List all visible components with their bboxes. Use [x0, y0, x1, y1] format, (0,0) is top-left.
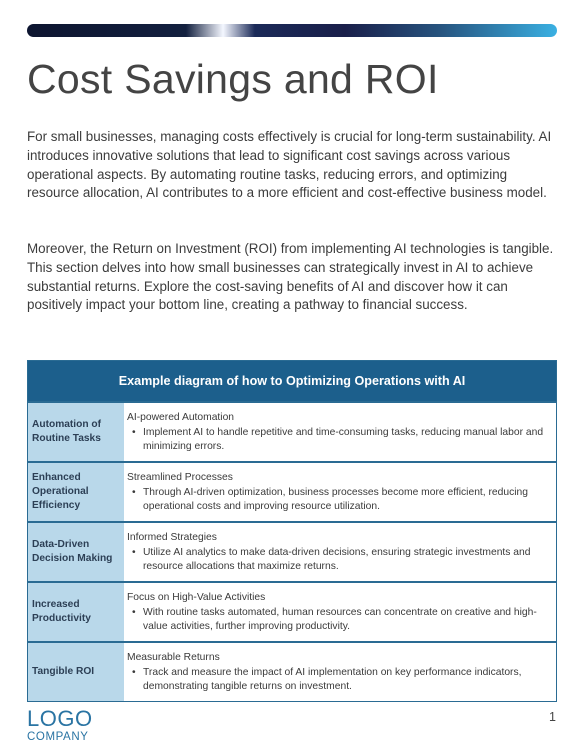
- row-bullet-text: Track and measure the impact of AI implementation on key performance indicators, demonstrating tangible returns on investment.: [143, 666, 522, 693]
- table-row: [28, 461, 556, 521]
- row-content: [124, 523, 556, 581]
- row-bullet-text: Utilize AI analytics to make data-driven decisions, ensuring strategic investments and resource allocations that maximize returns.: [143, 546, 531, 573]
- row-bullet: [127, 486, 546, 515]
- row-content: [124, 643, 556, 701]
- row-bullet-text: Implement AI to handle repetitive and time-consuming tasks, reducing manual labor and minimizing errors.: [143, 426, 544, 453]
- table-row: [28, 521, 556, 581]
- row-content: [124, 463, 556, 521]
- bullet-icon: •: [132, 426, 136, 438]
- row-bullet-text: With routine tasks automated, human resources can concentrate on creative and high-value activities, further improving productivity.: [143, 606, 537, 633]
- row-content: [124, 403, 556, 461]
- row-label: Increased Productivity: [28, 583, 124, 641]
- row-subtitle: AI-powered Automation: [127, 412, 235, 423]
- table-row: [28, 641, 556, 701]
- table-header: Example diagram of how to Optimizing Operations with AI: [28, 361, 556, 401]
- bullet-icon: •: [132, 546, 136, 558]
- row-label: Enhanced Operational Efficiency: [28, 463, 124, 521]
- row-bullet: [127, 606, 546, 635]
- intro-paragraph: For small businesses, managing costs effectively is crucial for long-term sustainability. AI introduces innovative solutions that lead to significant cost savings across various operational aspects. By automating routine tasks, reducing errors, and optimizing resource allocation, AI contributes to a more efficient and cost-effective business model.: [27, 129, 552, 201]
- bullet-icon: •: [132, 606, 136, 618]
- row-bullet-text: Through AI-driven optimization, business processes become more efficient, reducing operational costs and improving resource utilization.: [143, 486, 528, 513]
- page-number: 1: [549, 710, 556, 724]
- row-subtitle: Measurable Returns: [127, 652, 220, 663]
- table-row: [28, 401, 556, 461]
- logo-text: LOGO: [27, 706, 93, 731]
- row-bullet: [127, 666, 546, 695]
- row-content: [124, 583, 556, 641]
- page-title: Cost Savings and ROI: [27, 56, 439, 102]
- row-label: Data-Driven Decision Making: [28, 523, 124, 581]
- table-row: [28, 581, 556, 641]
- operations-table: [27, 360, 557, 702]
- row-bullet: [127, 426, 546, 455]
- company-logo: [27, 708, 93, 744]
- row-subtitle: Focus on High-Value Activities: [127, 592, 266, 603]
- logo-subtext: COMPANY: [27, 731, 89, 743]
- row-subtitle: Streamlined Processes: [127, 472, 233, 483]
- decorative-gradient-bar: [27, 24, 557, 37]
- bullet-icon: •: [132, 486, 136, 498]
- row-subtitle: Informed Strategies: [127, 532, 217, 543]
- row-bullet: [127, 546, 546, 575]
- bullet-icon: •: [132, 666, 136, 678]
- roi-paragraph: Moreover, the Return on Investment (ROI) from implementing AI technologies is tangible. This section delves into how small businesses can strategically invest in AI to achieve substantial returns. Explore the cost-saving benefits of AI and discover how it can positively impact your bottom line, creating a pathway to financial success.: [27, 241, 554, 313]
- row-label: Automation of Routine Tasks: [28, 403, 124, 461]
- row-label: Tangible ROI: [28, 643, 124, 701]
